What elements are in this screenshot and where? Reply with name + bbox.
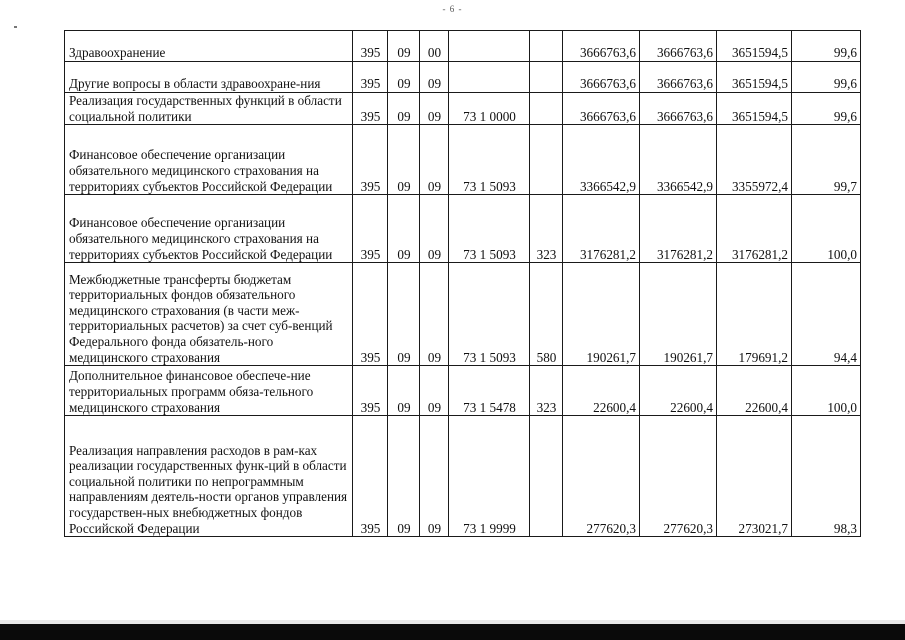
row-description: Здравоохранение	[65, 31, 353, 62]
refined-amount: 3666763,6	[640, 31, 717, 62]
execution-percent: 99,7	[792, 125, 861, 195]
scan-mark	[14, 26, 17, 28]
ministry-code: 395	[353, 93, 388, 125]
executed-amount: 179691,2	[717, 263, 792, 366]
refined-amount: 3666763,6	[640, 62, 717, 93]
target-article-code: 73 1 0000	[449, 93, 530, 125]
target-article-code: 73 1 5478	[449, 366, 530, 416]
ministry-code: 395	[353, 62, 388, 93]
subsection-code: 09	[420, 195, 449, 263]
expense-type-code	[530, 62, 563, 93]
executed-amount: 273021,7	[717, 416, 792, 537]
table-row	[65, 263, 861, 366]
section-code: 09	[388, 263, 420, 366]
execution-percent: 99,6	[792, 62, 861, 93]
approved-amount: 190261,7	[563, 263, 640, 366]
table-row	[65, 366, 861, 416]
expense-type-code	[530, 125, 563, 195]
section-code: 09	[388, 125, 420, 195]
executed-amount: 3176281,2	[717, 195, 792, 263]
subsection-code: 09	[420, 366, 449, 416]
execution-percent: 100,0	[792, 195, 861, 263]
subsection-code: 09	[420, 416, 449, 537]
execution-percent: 99,6	[792, 93, 861, 125]
row-description: Финансовое обеспечение организации обязательного медицинского страхования на территориях субъектов Российской Федерации	[65, 125, 353, 195]
subsection-code: 09	[420, 263, 449, 366]
executed-amount: 22600,4	[717, 366, 792, 416]
target-article-code	[449, 31, 530, 62]
approved-amount: 277620,3	[563, 416, 640, 537]
refined-amount: 190261,7	[640, 263, 717, 366]
approved-amount: 3176281,2	[563, 195, 640, 263]
budget-table	[64, 30, 861, 537]
expense-type-code	[530, 31, 563, 62]
approved-amount: 3666763,6	[563, 93, 640, 125]
ministry-code: 395	[353, 416, 388, 537]
row-description: Финансовое обеспечение организации обязательного медицинского страхования на территориях субъектов Российской Федерации	[65, 195, 353, 263]
approved-amount: 3666763,6	[563, 31, 640, 62]
target-article-code: 73 1 5093	[449, 125, 530, 195]
execution-percent: 99,6	[792, 31, 861, 62]
ministry-code: 395	[353, 263, 388, 366]
executed-amount: 3651594,5	[717, 31, 792, 62]
expense-type-code: 580	[530, 263, 563, 366]
execution-percent: 94,4	[792, 263, 861, 366]
table-row	[65, 93, 861, 125]
row-description: Дополнительное финансовое обеспече-ние территориальных программ обяза-тельного медицинского страхования	[65, 366, 353, 416]
row-description: Другие вопросы в области здравоохране-ния	[65, 62, 353, 93]
refined-amount: 3176281,2	[640, 195, 717, 263]
section-code: 09	[388, 195, 420, 263]
row-description: Межбюджетные трансферты бюджетам территориальных фондов обязательного медицинского страхования (в части меж-территориальных расчетов) за счет суб-венций Федерального фонда обязатель-ного медицинского страхования	[65, 263, 353, 366]
target-article-code: 73 1 5093	[449, 195, 530, 263]
expense-type-code: 323	[530, 366, 563, 416]
refined-amount: 3666763,6	[640, 93, 717, 125]
refined-amount: 277620,3	[640, 416, 717, 537]
table-row	[65, 416, 861, 537]
ministry-code: 395	[353, 366, 388, 416]
executed-amount: 3355972,4	[717, 125, 792, 195]
ministry-code: 395	[353, 195, 388, 263]
ministry-code: 395	[353, 125, 388, 195]
page-number: - 6 -	[442, 4, 463, 14]
refined-amount: 3366542,9	[640, 125, 717, 195]
table-body	[65, 31, 861, 537]
section-code: 09	[388, 31, 420, 62]
approved-amount: 22600,4	[563, 366, 640, 416]
execution-percent: 100,0	[792, 366, 861, 416]
execution-percent: 98,3	[792, 416, 861, 537]
expense-type-code	[530, 416, 563, 537]
executed-amount: 3651594,5	[717, 93, 792, 125]
section-code: 09	[388, 366, 420, 416]
subsection-code: 09	[420, 93, 449, 125]
section-code: 09	[388, 93, 420, 125]
approved-amount: 3666763,6	[563, 62, 640, 93]
expense-type-code	[530, 93, 563, 125]
expense-type-code: 323	[530, 195, 563, 263]
table-row	[65, 62, 861, 93]
section-code: 09	[388, 416, 420, 537]
subsection-code: 09	[420, 62, 449, 93]
subsection-code: 09	[420, 125, 449, 195]
executed-amount: 3651594,5	[717, 62, 792, 93]
target-article-code	[449, 62, 530, 93]
refined-amount: 22600,4	[640, 366, 717, 416]
table-row	[65, 195, 861, 263]
target-article-code: 73 1 9999	[449, 416, 530, 537]
approved-amount: 3366542,9	[563, 125, 640, 195]
table-row	[65, 125, 861, 195]
subsection-code: 00	[420, 31, 449, 62]
row-description: Реализация государственных функций в области социальной политики	[65, 93, 353, 125]
section-code: 09	[388, 62, 420, 93]
target-article-code: 73 1 5093	[449, 263, 530, 366]
ministry-code: 395	[353, 31, 388, 62]
row-description: Реализация направления расходов в рам-ках реализации государственных функ-ций в области социальной политики по непрограммным направлениям деятель-ности органов управления государствен-ных внебюджетных фондов Российской Федерации	[65, 416, 353, 537]
scan-border	[0, 624, 905, 640]
table-row	[65, 31, 861, 62]
